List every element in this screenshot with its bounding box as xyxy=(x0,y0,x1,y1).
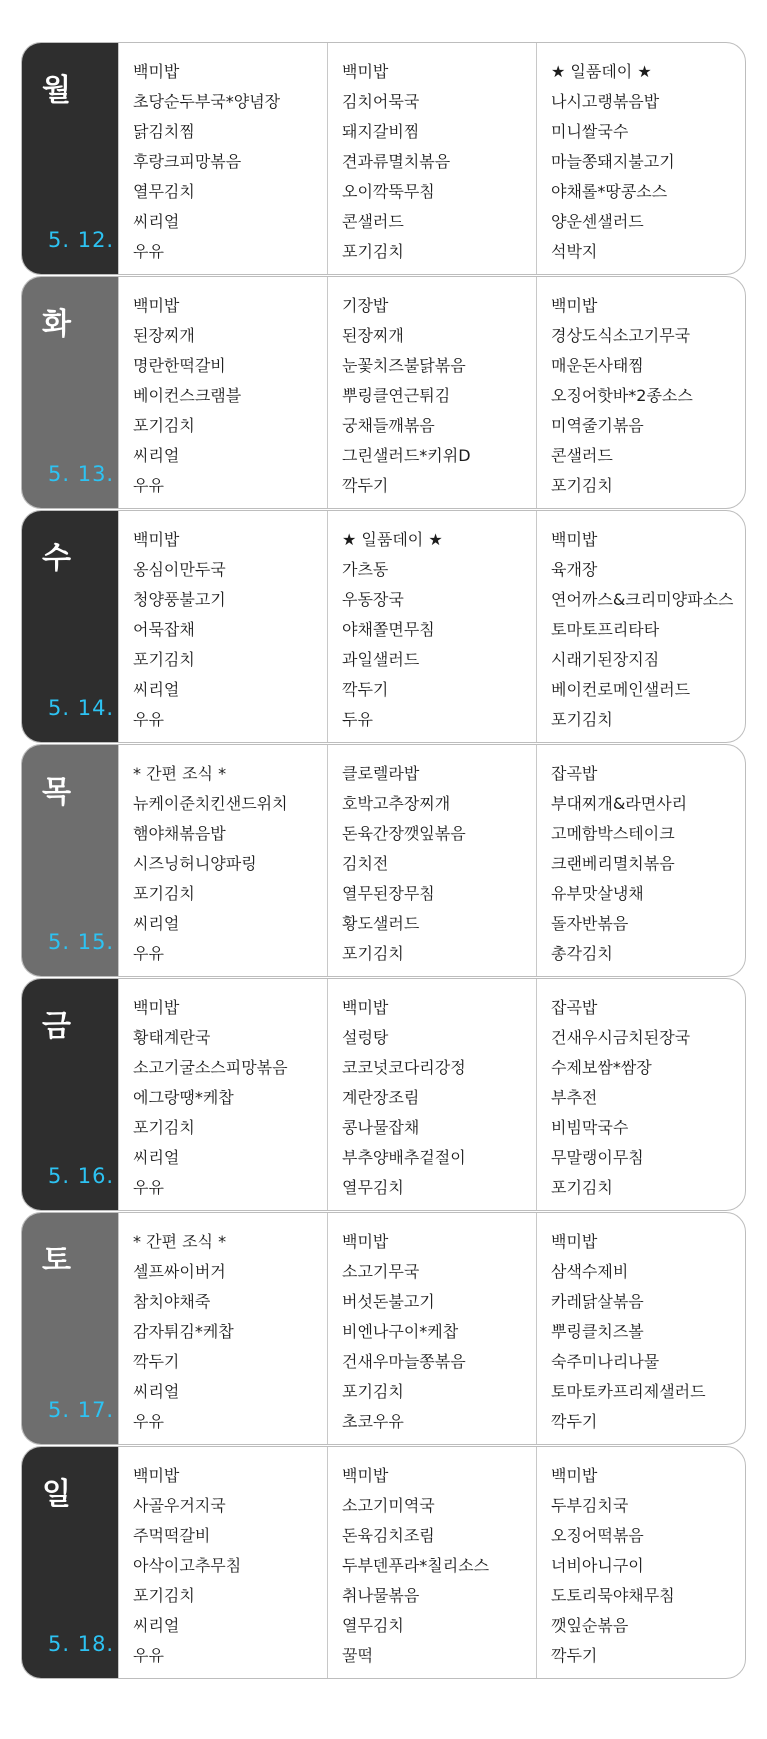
meal-item: 백미밥 xyxy=(551,1466,598,1485)
meal-item: 포기김치 xyxy=(342,242,404,261)
meal-item: 오징어핫바*2종소스 xyxy=(551,386,693,405)
meal-item: 포기김치 xyxy=(133,416,195,435)
meal-column xyxy=(327,979,536,1210)
meal-item: 마늘쫑돼지불고기 xyxy=(551,152,675,171)
meal-item: 시즈닝허니양파링 xyxy=(133,854,257,873)
meal-item: 가츠동 xyxy=(342,560,389,579)
meal-column xyxy=(327,1213,536,1444)
day-header xyxy=(22,979,118,1210)
meal-item: 부추양배추겉절이 xyxy=(342,1148,466,1167)
day-name: 토 xyxy=(42,1243,71,1278)
meal-column xyxy=(327,1447,536,1678)
meal-item: 씨리얼 xyxy=(133,1616,180,1635)
meal-item: 에그랑땡*케찹 xyxy=(133,1088,234,1107)
meal-item: 깍두기 xyxy=(551,1412,598,1431)
day-name: 금 xyxy=(42,1009,71,1044)
meal-item: 포기김치 xyxy=(551,476,613,495)
meal-item: 소고기굴소스피망볶음 xyxy=(133,1058,288,1077)
meal-column xyxy=(536,277,745,508)
meal-item: 포기김치 xyxy=(133,1118,195,1137)
meal-item: 시래기된장지짐 xyxy=(551,650,660,669)
meal-item: 꿀떡 xyxy=(342,1646,373,1665)
meal-item: 돈육김치조림 xyxy=(342,1526,435,1545)
day-date: 5. 18. xyxy=(48,1632,115,1656)
day-card xyxy=(21,42,746,275)
meal-item: 석박지 xyxy=(551,242,598,261)
meal-column xyxy=(327,745,536,976)
meal-item: 설렁탕 xyxy=(342,1028,389,1047)
meal-item: 연어까스&크리미양파소스 xyxy=(551,590,734,609)
meal-item: 수제보쌈*쌈장 xyxy=(551,1058,652,1077)
meal-item: 호박고추장찌개 xyxy=(342,794,451,813)
meal-item: 두유 xyxy=(342,710,373,729)
meal-item: 비엔나구이*케찹 xyxy=(342,1322,459,1341)
meal-item: 백미밥 xyxy=(133,998,180,1017)
meal-item: 열무된장무침 xyxy=(342,884,435,903)
day-date: 5. 16. xyxy=(48,1164,115,1188)
meal-item: 크랜베리멸치볶음 xyxy=(551,854,675,873)
meal-item: 과일샐러드 xyxy=(342,650,420,669)
meal-item: 아삭이고추무침 xyxy=(133,1556,242,1575)
day-header xyxy=(22,43,118,274)
meal-item: 건새우시금치된장국 xyxy=(551,1028,691,1047)
day-header xyxy=(22,511,118,742)
meal-item: 열무김치 xyxy=(342,1616,404,1635)
day-name: 목 xyxy=(42,775,71,810)
meal-item: 백미밥 xyxy=(342,998,389,1017)
meal-item: 유부맛살냉채 xyxy=(551,884,644,903)
meal-item: ★ 일품데이 ★ xyxy=(551,62,652,81)
meal-item: 포기김치 xyxy=(342,1382,404,1401)
meal-item: 백미밥 xyxy=(133,296,180,315)
meal-item: 부추전 xyxy=(551,1088,598,1107)
meal-item: 두부김치국 xyxy=(551,1496,629,1515)
meal-item: 소고기미역국 xyxy=(342,1496,435,1515)
meal-column xyxy=(536,979,745,1210)
day-date: 5. 15. xyxy=(48,930,115,954)
meal-item: 백미밥 xyxy=(133,1466,180,1485)
meal-item: 백미밥 xyxy=(551,530,598,549)
meal-column xyxy=(118,1213,327,1444)
meal-item: 열무김치 xyxy=(342,1178,404,1197)
day-card xyxy=(21,1212,746,1445)
meal-item: 씨리얼 xyxy=(133,1148,180,1167)
meal-item: 야채쫄면무침 xyxy=(342,620,435,639)
meal-item: 삼색수제비 xyxy=(551,1262,629,1281)
meal-item: 돌자반볶음 xyxy=(551,914,629,933)
day-date: 5. 13. xyxy=(48,462,115,486)
meal-item: 비빔막국수 xyxy=(551,1118,629,1137)
meal-item: 우유 xyxy=(133,944,164,963)
meal-item: 깍두기 xyxy=(551,1646,598,1665)
meal-item: 우유 xyxy=(133,1178,164,1197)
meal-item: 계란장조림 xyxy=(342,1088,420,1107)
meal-item: 베이컨스크램블 xyxy=(133,386,242,405)
meal-item: 카레닭살볶음 xyxy=(551,1292,644,1311)
meal-item: 포기김치 xyxy=(133,884,195,903)
meal-item: 우유 xyxy=(133,1646,164,1665)
meal-item: * 간편 조식 * xyxy=(133,1232,227,1251)
meal-column xyxy=(118,1447,327,1678)
meal-item: 후랑크피망볶음 xyxy=(133,152,242,171)
meal-item: 견과류멸치볶음 xyxy=(342,152,451,171)
day-header xyxy=(22,1447,118,1678)
meal-item: 코코넛코다리강정 xyxy=(342,1058,466,1077)
meal-item: 옹심이만두국 xyxy=(133,560,226,579)
meal-item: 뉴케이준치킨샌드위치 xyxy=(133,794,288,813)
day-header xyxy=(22,745,118,976)
day-card xyxy=(21,744,746,977)
meal-item: 잡곡밥 xyxy=(551,764,598,783)
day-card xyxy=(21,1446,746,1679)
meal-item: 황태계란국 xyxy=(133,1028,211,1047)
meal-item: 부대찌개&라면사리 xyxy=(551,794,688,813)
day-header xyxy=(22,1213,118,1444)
meal-item: 주먹떡갈비 xyxy=(133,1526,211,1545)
meal-item: ★ 일품데이 ★ xyxy=(342,530,443,549)
day-name: 일 xyxy=(42,1477,71,1512)
meal-item: 황도샐러드 xyxy=(342,914,420,933)
meal-item: 된장찌개 xyxy=(342,326,404,345)
meal-item: 백미밥 xyxy=(133,530,180,549)
meal-item: 콘샐러드 xyxy=(342,212,404,231)
meal-item: 육개장 xyxy=(551,560,598,579)
meal-item: 백미밥 xyxy=(342,62,389,81)
meal-item: 씨리얼 xyxy=(133,1382,180,1401)
meal-item: 닭김치찜 xyxy=(133,122,195,141)
day-date: 5. 14. xyxy=(48,696,115,720)
meal-column xyxy=(118,511,327,742)
meal-item: 나시고랭볶음밥 xyxy=(551,92,660,111)
meal-item: 경상도식소고기무국 xyxy=(551,326,691,345)
meal-item: 백미밥 xyxy=(133,62,180,81)
meal-item: 잡곡밥 xyxy=(551,998,598,1017)
meal-item: 베이컨로메인샐러드 xyxy=(551,680,691,699)
meal-column xyxy=(536,1213,745,1444)
meal-item: 버섯돈불고기 xyxy=(342,1292,435,1311)
meal-item: 우유 xyxy=(133,710,164,729)
meal-item: 클로렐라밥 xyxy=(342,764,420,783)
meal-column xyxy=(327,277,536,508)
meal-column xyxy=(536,511,745,742)
meal-item: 양운센샐러드 xyxy=(551,212,644,231)
day-card xyxy=(21,510,746,743)
meal-item: 총각김치 xyxy=(551,944,613,963)
meal-item: 토마토프리타타 xyxy=(551,620,660,639)
meal-item: 깍두기 xyxy=(342,476,389,495)
meal-item: 백미밥 xyxy=(342,1232,389,1251)
meal-item: 뿌링클연근튀김 xyxy=(342,386,451,405)
meal-item: 도토리묵야채무침 xyxy=(551,1586,675,1605)
meal-column xyxy=(327,43,536,274)
meal-item: 콘샐러드 xyxy=(551,446,613,465)
day-card xyxy=(21,276,746,509)
meal-column xyxy=(536,1447,745,1678)
meal-item: 김치어묵국 xyxy=(342,92,420,111)
day-name: 월 xyxy=(42,73,71,108)
meal-column xyxy=(118,745,327,976)
meal-item: 사골우거지국 xyxy=(133,1496,226,1515)
meal-item: 무말랭이무침 xyxy=(551,1148,644,1167)
meal-item: 우유 xyxy=(133,242,164,261)
meal-item: 명란한떡갈비 xyxy=(133,356,226,375)
meal-item: 깍두기 xyxy=(133,1352,180,1371)
meal-item: 눈꽃치즈불닭볶음 xyxy=(342,356,466,375)
meal-item: 너비아니구이 xyxy=(551,1556,644,1575)
meal-item: 두부덴푸라*칠리소스 xyxy=(342,1556,490,1575)
meal-item: 미역줄기볶음 xyxy=(551,416,644,435)
day-header xyxy=(22,277,118,508)
meal-column xyxy=(118,277,327,508)
meal-item: 콩나물잡채 xyxy=(342,1118,420,1137)
meal-item: 오징어떡볶음 xyxy=(551,1526,644,1545)
meal-item: 취나물볶음 xyxy=(342,1586,420,1605)
day-name: 화 xyxy=(42,307,71,342)
meal-item: 백미밥 xyxy=(551,296,598,315)
meal-item: 초코우유 xyxy=(342,1412,404,1431)
meal-item: 포기김치 xyxy=(551,1178,613,1197)
meal-column xyxy=(536,43,745,274)
meal-item: 포기김치 xyxy=(133,650,195,669)
meal-item: 매운돈사태찜 xyxy=(551,356,644,375)
meal-item: 우유 xyxy=(133,476,164,495)
meal-item: 백미밥 xyxy=(342,1466,389,1485)
day-name: 수 xyxy=(42,541,71,576)
meal-column xyxy=(118,979,327,1210)
meal-item: 포기김치 xyxy=(133,1586,195,1605)
meal-item: 미니쌀국수 xyxy=(551,122,629,141)
meal-item: 토마토카프리제샐러드 xyxy=(551,1382,706,1401)
meal-item: 기장밥 xyxy=(342,296,389,315)
meal-item: 감자튀김*케찹 xyxy=(133,1322,234,1341)
weekly-meal-menu xyxy=(21,42,746,1680)
meal-item: 그린샐러드*키위D xyxy=(342,446,471,465)
day-card xyxy=(21,978,746,1211)
meal-item: 초당순두부국*양념장 xyxy=(133,92,281,111)
meal-item: 포기김치 xyxy=(342,944,404,963)
meal-item: 우동장국 xyxy=(342,590,404,609)
meal-item: 어묵잡채 xyxy=(133,620,195,639)
meal-item: 씨리얼 xyxy=(133,680,180,699)
meal-item: 깍두기 xyxy=(342,680,389,699)
meal-item: 셀프싸이버거 xyxy=(133,1262,226,1281)
meal-item: 참치야채죽 xyxy=(133,1292,211,1311)
meal-item: 포기김치 xyxy=(551,710,613,729)
meal-item: 뿌링클치즈볼 xyxy=(551,1322,644,1341)
meal-item: 씨리얼 xyxy=(133,446,180,465)
meal-item: 씨리얼 xyxy=(133,212,180,231)
meal-item: 고메함박스테이크 xyxy=(551,824,675,843)
meal-item: 된장찌개 xyxy=(133,326,195,345)
meal-column xyxy=(327,511,536,742)
meal-item: 햄야채볶음밥 xyxy=(133,824,226,843)
meal-item: 깻잎순볶음 xyxy=(551,1616,629,1635)
day-date: 5. 12. xyxy=(48,228,115,252)
meal-item: 야채롤*땅콩소스 xyxy=(551,182,668,201)
meal-item: 건새우마늘쫑볶음 xyxy=(342,1352,466,1371)
meal-item: 돼지갈비찜 xyxy=(342,122,420,141)
meal-item: 김치전 xyxy=(342,854,389,873)
meal-item: * 간편 조식 * xyxy=(133,764,227,783)
meal-item: 백미밥 xyxy=(551,1232,598,1251)
meal-item: 씨리얼 xyxy=(133,914,180,933)
meal-column xyxy=(536,745,745,976)
meal-item: 소고기무국 xyxy=(342,1262,420,1281)
meal-item: 오이깍뚝무침 xyxy=(342,182,435,201)
meal-item: 궁채들깨볶음 xyxy=(342,416,435,435)
day-date: 5. 17. xyxy=(48,1398,115,1422)
meal-item: 돈육간장깻잎볶음 xyxy=(342,824,466,843)
meal-item: 우유 xyxy=(133,1412,164,1431)
meal-item: 열무김치 xyxy=(133,182,195,201)
meal-item: 숙주미나리나물 xyxy=(551,1352,660,1371)
meal-item: 청양풍불고기 xyxy=(133,590,226,609)
meal-column xyxy=(118,43,327,274)
